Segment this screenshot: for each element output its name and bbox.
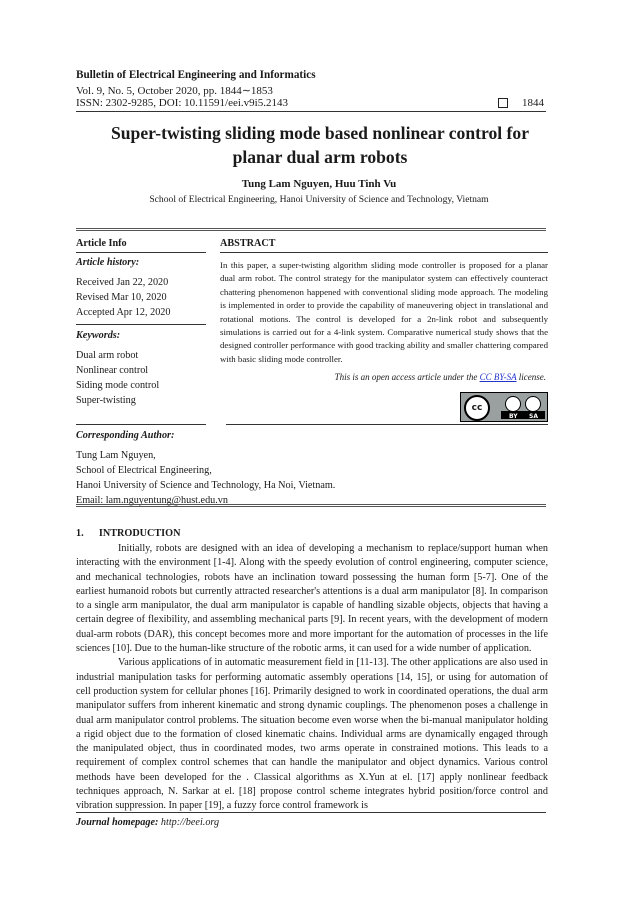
corresponding-details [76, 448, 335, 508]
section-heading: 1. INTRODUCTION [76, 528, 181, 539]
open-access-suffix: license. [516, 372, 546, 382]
abstract-text: In this paper, a super-twisting algorithm sliding mode controller is proposed for a planar dual arm robot. The control strategy for the manipulator system can effectively counteract chattering phenomenon happened with conventional sliding mode approach. The modeling is implemented in order to provide the capability of maneuvering object in translational and rotational motions. The control is developed for a 2n-link robot and subsequently simulations is carried out for a 4-link system. Comparative numerical study shows that the designed controller performance with good tracking ability and smaller chattering compared with basic sliding mode controller. [220, 260, 548, 364]
history-heading: Article history: [76, 257, 140, 268]
keyword-item: Siding mode control [76, 380, 160, 391]
intro-paragraph-2: Various applications of in automatic measurement field in [11-13]. The other applications are also used in industrial manipulation tasks for performing automatic assembly operations [14, 15], or using for automation of cell production system for cellular phones [16]. Primarily designed to work in coordinated operations, the dual arm manipulator suffers from inherent kinematic and strong dynamic couplings. The phenomenon poses a challenge in dual arm manipulator control problems. The situation become even worse when the bi-manual manipulator holding a rigid object due to the formation of closed kinematic chains. Individual arms are dynamically engaged through the manipulated object, thus in coordinated modes, two arms operate in constrained motions. This leads to a requirement of complex control schemes that can handle the manipulator and object dynamics. Various control methods have been developed for the . Classical algorithms as X.Yun at el. [17] apply nonlinear feedback techniques approach, N. Sarkar at el. [18] propose control scheme integrates hybrid position/force control and vibration suppression. In paper [19], a fuzzy force control framework is [76, 657, 549, 812]
square-icon [498, 98, 508, 108]
open-access-note [335, 372, 546, 382]
title-line-2: planar dual arm robots [232, 147, 408, 167]
affiliation: School of Electrical Engineering, Hanoi University of Science and Technology, Vietnam [149, 194, 489, 205]
author-email: Email: lam.nguyentung@hust.edu.vn [76, 495, 228, 506]
abstract-rule [220, 252, 548, 253]
bottom-double-rule [76, 504, 546, 507]
header-rule [76, 111, 546, 112]
badge-by-label: BY [509, 413, 518, 420]
info-rule [76, 252, 206, 253]
author-school: School of Electrical Engineering, [76, 465, 212, 476]
issn-doi: ISSN: 2302-9285, DOI: 10.11591/eei.v9i5.2143 [76, 97, 288, 109]
keywords-list [76, 348, 159, 408]
top-double-rule [76, 228, 546, 231]
keyword-item: Super-twisting [76, 395, 136, 406]
badge-strip [501, 411, 545, 419]
corresponding-rule-right [226, 424, 548, 425]
keyword-item: Dual arm robot [76, 350, 139, 361]
history-accepted: Accepted Apr 12, 2020 [76, 307, 171, 318]
badge-sa-label: SA [529, 413, 538, 420]
cc-logo-icon: cc [464, 395, 490, 421]
history-received: Received Jan 22, 2020 [76, 277, 169, 288]
paper-title [60, 121, 580, 169]
open-access-prefix: This is an open access article under the [334, 372, 480, 382]
volume-info: Vol. 9, No. 5, October 2020, pp. 1844∼1853 [76, 85, 273, 97]
homepage-label: Journal homepage: [76, 817, 159, 828]
corresponding-rule-left [76, 424, 206, 425]
cc-by-sa-badge-icon[interactable] [460, 392, 548, 422]
keyword-item: Nonlinear control [76, 365, 149, 376]
history-revised: Revised Mar 10, 2020 [76, 292, 167, 303]
authors: Tung Lam Nguyen, Huu Tinh Vu [241, 178, 397, 190]
journal-homepage [76, 817, 219, 828]
author-university: Hanoi University of Science and Technology, Ha Noi, Vietnam. [76, 480, 336, 491]
attribution-icon [505, 396, 521, 412]
license-link[interactable]: CC BY-SA [479, 372, 517, 382]
share-alike-icon [525, 396, 541, 412]
keywords-heading: Keywords: [76, 330, 121, 341]
article-info-heading: Article Info [76, 238, 127, 249]
footer-rule [76, 812, 546, 813]
intro-body [76, 542, 548, 814]
journal-name: Bulletin of Electrical Engineering and Informatics [76, 69, 316, 81]
author-name: Tung Lam Nguyen, [76, 450, 156, 461]
homepage-url[interactable]: http://beei.org [160, 817, 220, 828]
page-number: 1844 [522, 97, 544, 109]
keywords-rule [76, 324, 206, 325]
intro-paragraph-1: Initially, robots are designed with an idea of developing a mechanism to replace/support human when interacting with the environment [1-4]. Along with the speedy evolution of control engineering, computer science, and mechanical technologies, robots have an inclination toward possessing the human form [5-7]. One of the earliest humanoid robots but currently attracted researcher's attentions is a dual arm manipulator [8]. In comparison to a single arm manipulator, the dual arm manipulator is capable of handling sizable objects, objects that having a certain degree of flexibility, and assembling mechanical parts [9]. In recent years, with the development of modern dual-arm robots (DAR), this concept becomes more and more important for the automation of processes in the life sciences [10]. Due to the human-like structure of the robotic arms, it can used for a wide number of application. [76, 543, 548, 655]
history-list [76, 275, 171, 320]
title-line-1: Super-twisting sliding mode based nonlinear control for [110, 123, 530, 143]
abstract-heading: ABSTRACT [220, 238, 276, 249]
corresponding-heading: Corresponding Author: [76, 430, 175, 441]
